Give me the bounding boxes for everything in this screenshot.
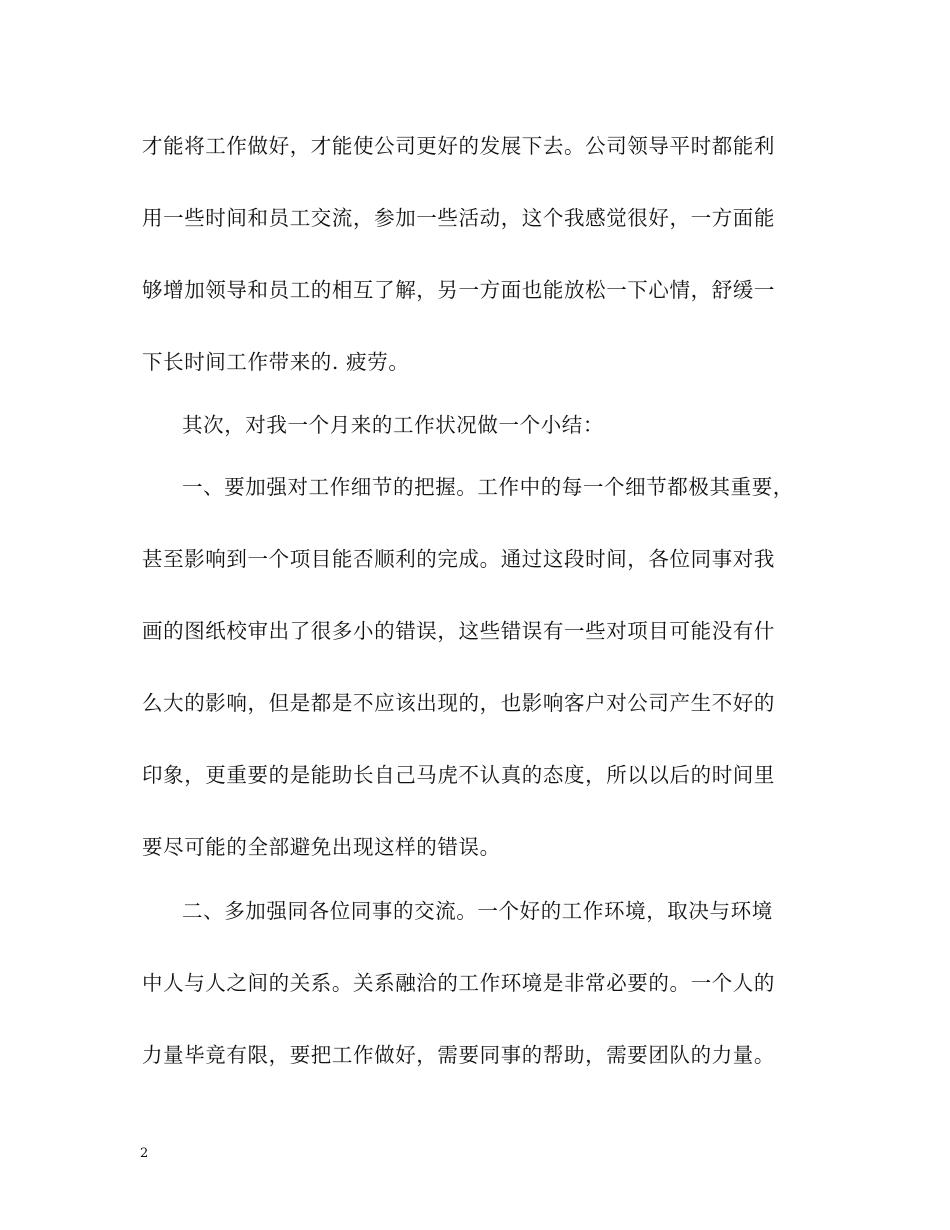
paragraph-line: 够增加领导和员工的相互了解，另一方面也能放松一下心情，舒缓一 [142, 278, 775, 302]
paragraph-line: 印象，更重要的是能助长自己马虎不认真的态度，所以以后的时间里 [142, 763, 775, 787]
paragraph-line: 么大的影响，但是都是不应该出现的，也影响客户对公司产生不好的 [142, 691, 775, 715]
paragraph-line: 一、要加强对工作细节的把握。工作中的每一个细节都极其重要， [182, 475, 794, 499]
paragraph-line: 才能将工作做好，才能使公司更好的发展下去。公司领导平时都能利 [142, 134, 775, 158]
page-number: 2 [140, 1146, 149, 1161]
paragraph-line: 其次，对我一个月来的工作状况做一个小结： [182, 413, 604, 437]
paragraph-line: 下长时间工作带来的. 疲劳。 [142, 350, 410, 374]
paragraph-line: 二、多加强同各位同事的交流。一个好的工作环境，取决与环境 [182, 899, 773, 923]
paragraph-line: 要尽可能的全部避免出现这样的错误。 [142, 835, 501, 859]
paragraph-line: 中人与人之间的关系。关系融洽的工作环境是非常必要的。一个人的 [142, 971, 775, 995]
paragraph-line: 用一些时间和员工交流，参加一些活动，这个我感觉很好，一方面能 [142, 206, 775, 230]
paragraph-line: 画的图纸校审出了很多小的错误，这些错误有一些对项目可能没有什 [142, 619, 775, 643]
paragraph-line: 甚至影响到一个项目能否顺利的完成。通过这段时间，各位同事对我 [142, 547, 775, 571]
paragraph-line: 力量毕竟有限，要把工作做好，需要同事的帮助，需要团队的力量。 [142, 1043, 775, 1067]
